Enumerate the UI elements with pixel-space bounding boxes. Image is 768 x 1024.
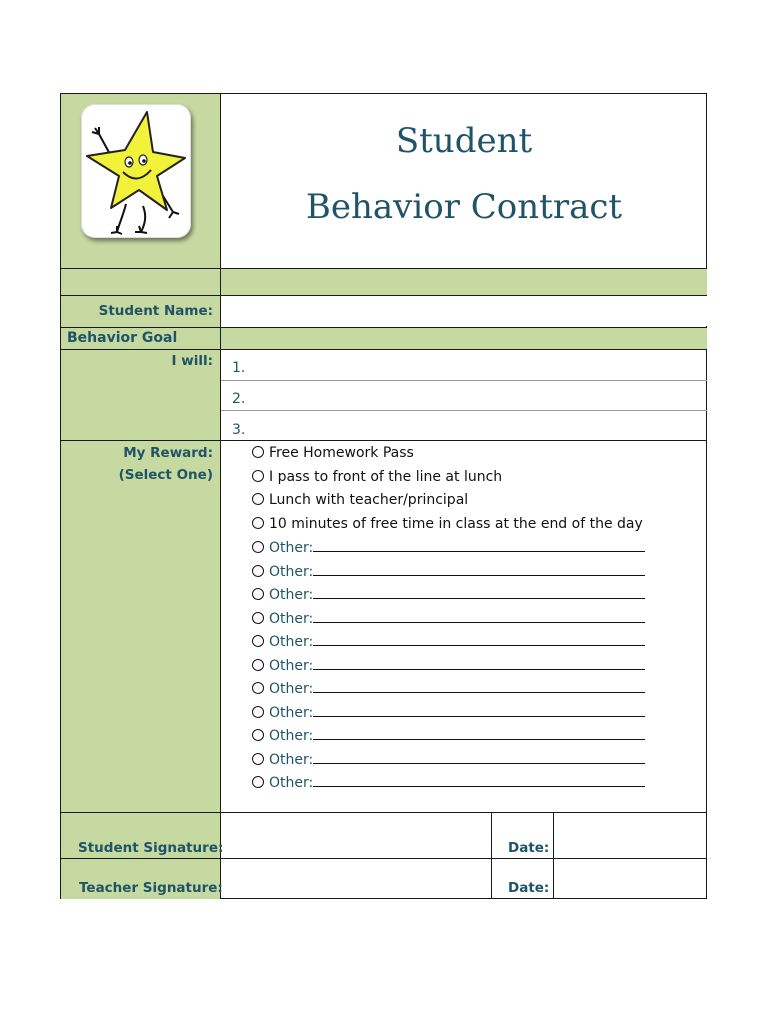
other-label: Other: [269,634,314,650]
other-label: Other: [269,751,314,768]
smiling-star-icon [81,104,191,238]
student-name-field[interactable] [221,296,707,326]
my-reward-label: My Reward: [123,445,213,461]
select-one-label: (Select One) [118,467,213,483]
other-reward-option[interactable] [252,610,645,627]
other-label: Other: [269,681,314,697]
other-reward-option[interactable] [252,563,645,580]
other-reward-option[interactable] [252,727,645,744]
radio-circle-icon[interactable] [252,446,264,458]
goal-1[interactable]: 1. [232,360,246,376]
other-blank-line[interactable] [313,563,645,576]
other-blank-line[interactable] [313,539,645,552]
other-label: Other: [269,775,314,791]
other-reward-option[interactable] [252,586,645,603]
radio-circle-icon[interactable] [252,729,264,741]
reward-option[interactable]: Free Homework Pass [252,445,414,461]
other-reward-option[interactable] [252,751,645,768]
other-blank-line[interactable] [313,633,645,646]
i-will-label: I will: [171,353,213,369]
other-reward-option[interactable] [252,704,645,721]
other-blank-line[interactable] [313,657,645,670]
goal-3[interactable]: 3. [232,422,246,438]
other-label: Other: [269,657,314,674]
other-blank-line[interactable] [313,751,645,764]
radio-circle-icon[interactable] [252,635,264,647]
radio-circle-icon[interactable] [252,706,264,718]
other-blank-line[interactable] [313,727,645,740]
radio-circle-icon[interactable] [252,517,264,529]
other-blank-line[interactable] [313,774,645,787]
other-label: Other: [269,563,314,580]
teacher-date-label: Date: [508,880,550,896]
student-name-label: Student Name: [98,303,213,319]
other-blank-line[interactable] [313,680,645,693]
other-blank-line[interactable] [313,610,645,623]
other-reward-option[interactable] [252,539,645,556]
teacher-signature-label: Teacher Signature: [79,880,223,896]
radio-circle-icon[interactable] [252,659,264,671]
other-reward-option[interactable] [252,774,645,791]
radio-circle-icon[interactable] [252,776,264,788]
other-blank-line[interactable] [313,704,645,717]
other-label: Other: [269,610,314,627]
radio-circle-icon[interactable] [252,541,264,553]
radio-circle-icon[interactable] [252,612,264,624]
radio-circle-icon[interactable] [252,753,264,765]
other-reward-option[interactable] [252,680,645,697]
other-reward-option[interactable] [252,633,645,650]
goal-2[interactable]: 2. [232,391,246,407]
other-label: Other: [269,540,314,556]
radio-circle-icon[interactable] [252,682,264,694]
radio-circle-icon[interactable] [252,493,264,505]
behavior-contract-form [60,93,707,899]
teacher-signature-field[interactable] [221,859,491,899]
other-label: Other: [269,728,314,744]
radio-circle-icon[interactable] [252,588,264,600]
radio-circle-icon[interactable] [252,470,264,482]
student-signature-field[interactable] [221,813,491,858]
radio-circle-icon[interactable] [252,565,264,577]
other-blank-line[interactable] [313,586,645,599]
other-label: Other: [269,704,314,721]
reward-option[interactable]: Lunch with teacher/principal [252,492,468,508]
reward-option[interactable]: I pass to front of the line at lunch [252,469,502,485]
student-date-field[interactable] [554,813,707,858]
page-title-line-2: Behavior Contract [305,187,623,227]
page-title-line-1: Student [395,121,533,161]
reward-option[interactable]: 10 minutes of free time in class at the end of the day [252,516,643,532]
behavior-goal-label: Behavior Goal [67,330,178,346]
other-reward-option[interactable] [252,657,645,674]
teacher-date-field[interactable] [554,859,707,899]
student-signature-label: Student Signature: [78,840,224,856]
other-label: Other: [269,587,314,603]
student-date-label: Date: [508,840,550,856]
header-band [61,268,707,295]
